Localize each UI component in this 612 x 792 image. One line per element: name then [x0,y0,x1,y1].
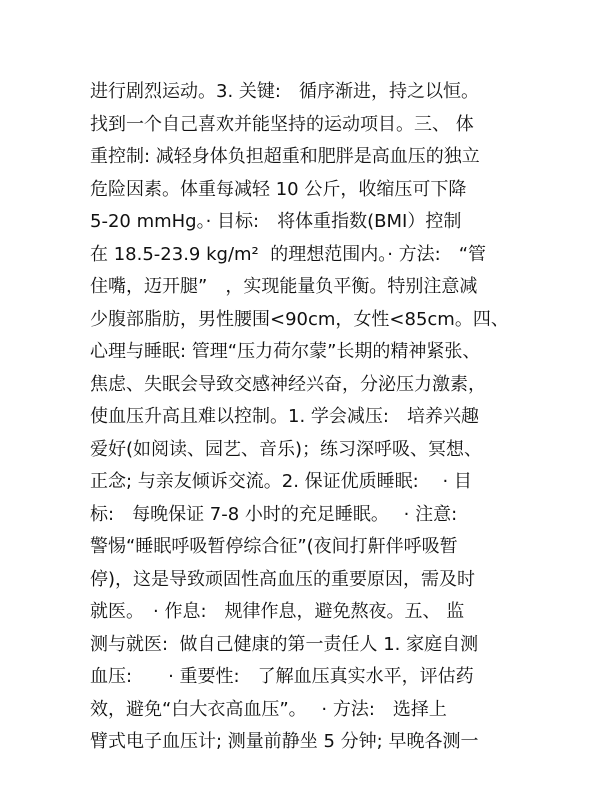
text-line: 重控制: 减轻身体负担超重和肥胖是高血压的独立 [90,146,480,167]
text-line: 测与就医: 做自己健康的第一责任人 1. 家庭自测 [90,633,479,655]
text-line: 使血压升高且难以控制。1. 学会减压: 培养兴趣 [90,406,479,427]
text-line: 进行剧烈运动。3. 关键: 循序渐进，持之以恒。 [90,81,479,102]
text-line: 警惕“睡眠呼吸暂停综合征”(夜间打鼾伴呼吸暂 [90,536,458,557]
text-line: 停)，这是导致顽固性高血压的重要原因，需及时 [90,568,476,590]
text-line: 心理与睡眠: 管理“压力荷尔蒙”长期的精神紧张、 [90,341,481,362]
text-line: 少腹部脂肪，男性腰围<90cm，女性<85cm。四、 [90,308,509,330]
text-line: 爱好(如阅读、园艺、音乐)；练习深呼吸、冥想、 [90,438,483,460]
text-line: 血压: · 重要性: 了解血压真实水平，评估药 [90,666,474,687]
text-line: 标: 每晚保证 7-8 小时的充足睡眠。 · 注意: [90,503,458,525]
text-line: 焦虑、失眠会导致交感神经兴奋，分泌压力激素， [90,373,486,395]
text-line: 5-20 mmHg。· 目标: 将体重指数(BMI）控制 [90,211,462,232]
body-text [90,76,530,759]
text-line: 正念; 与亲友倾诉交流。2. 保证优质睡眠: · 目 [90,471,472,492]
text-line: 危险因素。体重每减轻 10 公斤，收缩压可下降 [90,178,467,200]
text-line: 就医。 · 作息: 规律作息，避免熬夜。五、 监 [90,601,465,622]
text-line: 住嘴，迈开腿” ，实现能量负平衡。特别注意减 [90,276,478,297]
text-line: 找到一个自己喜欢并能坚持的运动项目。三、 体 [90,113,474,135]
text-line: 效，避免“白大衣高血压”。 · 方法: 选择上 [90,698,447,720]
text-line: 臂式电子血压计; 测量前静坐 5 分钟; 早晚各测一 [90,731,479,752]
text-line: 在 18.5-23.9 kg/m² 的理想范围内。· 方法: “管 [90,243,487,265]
